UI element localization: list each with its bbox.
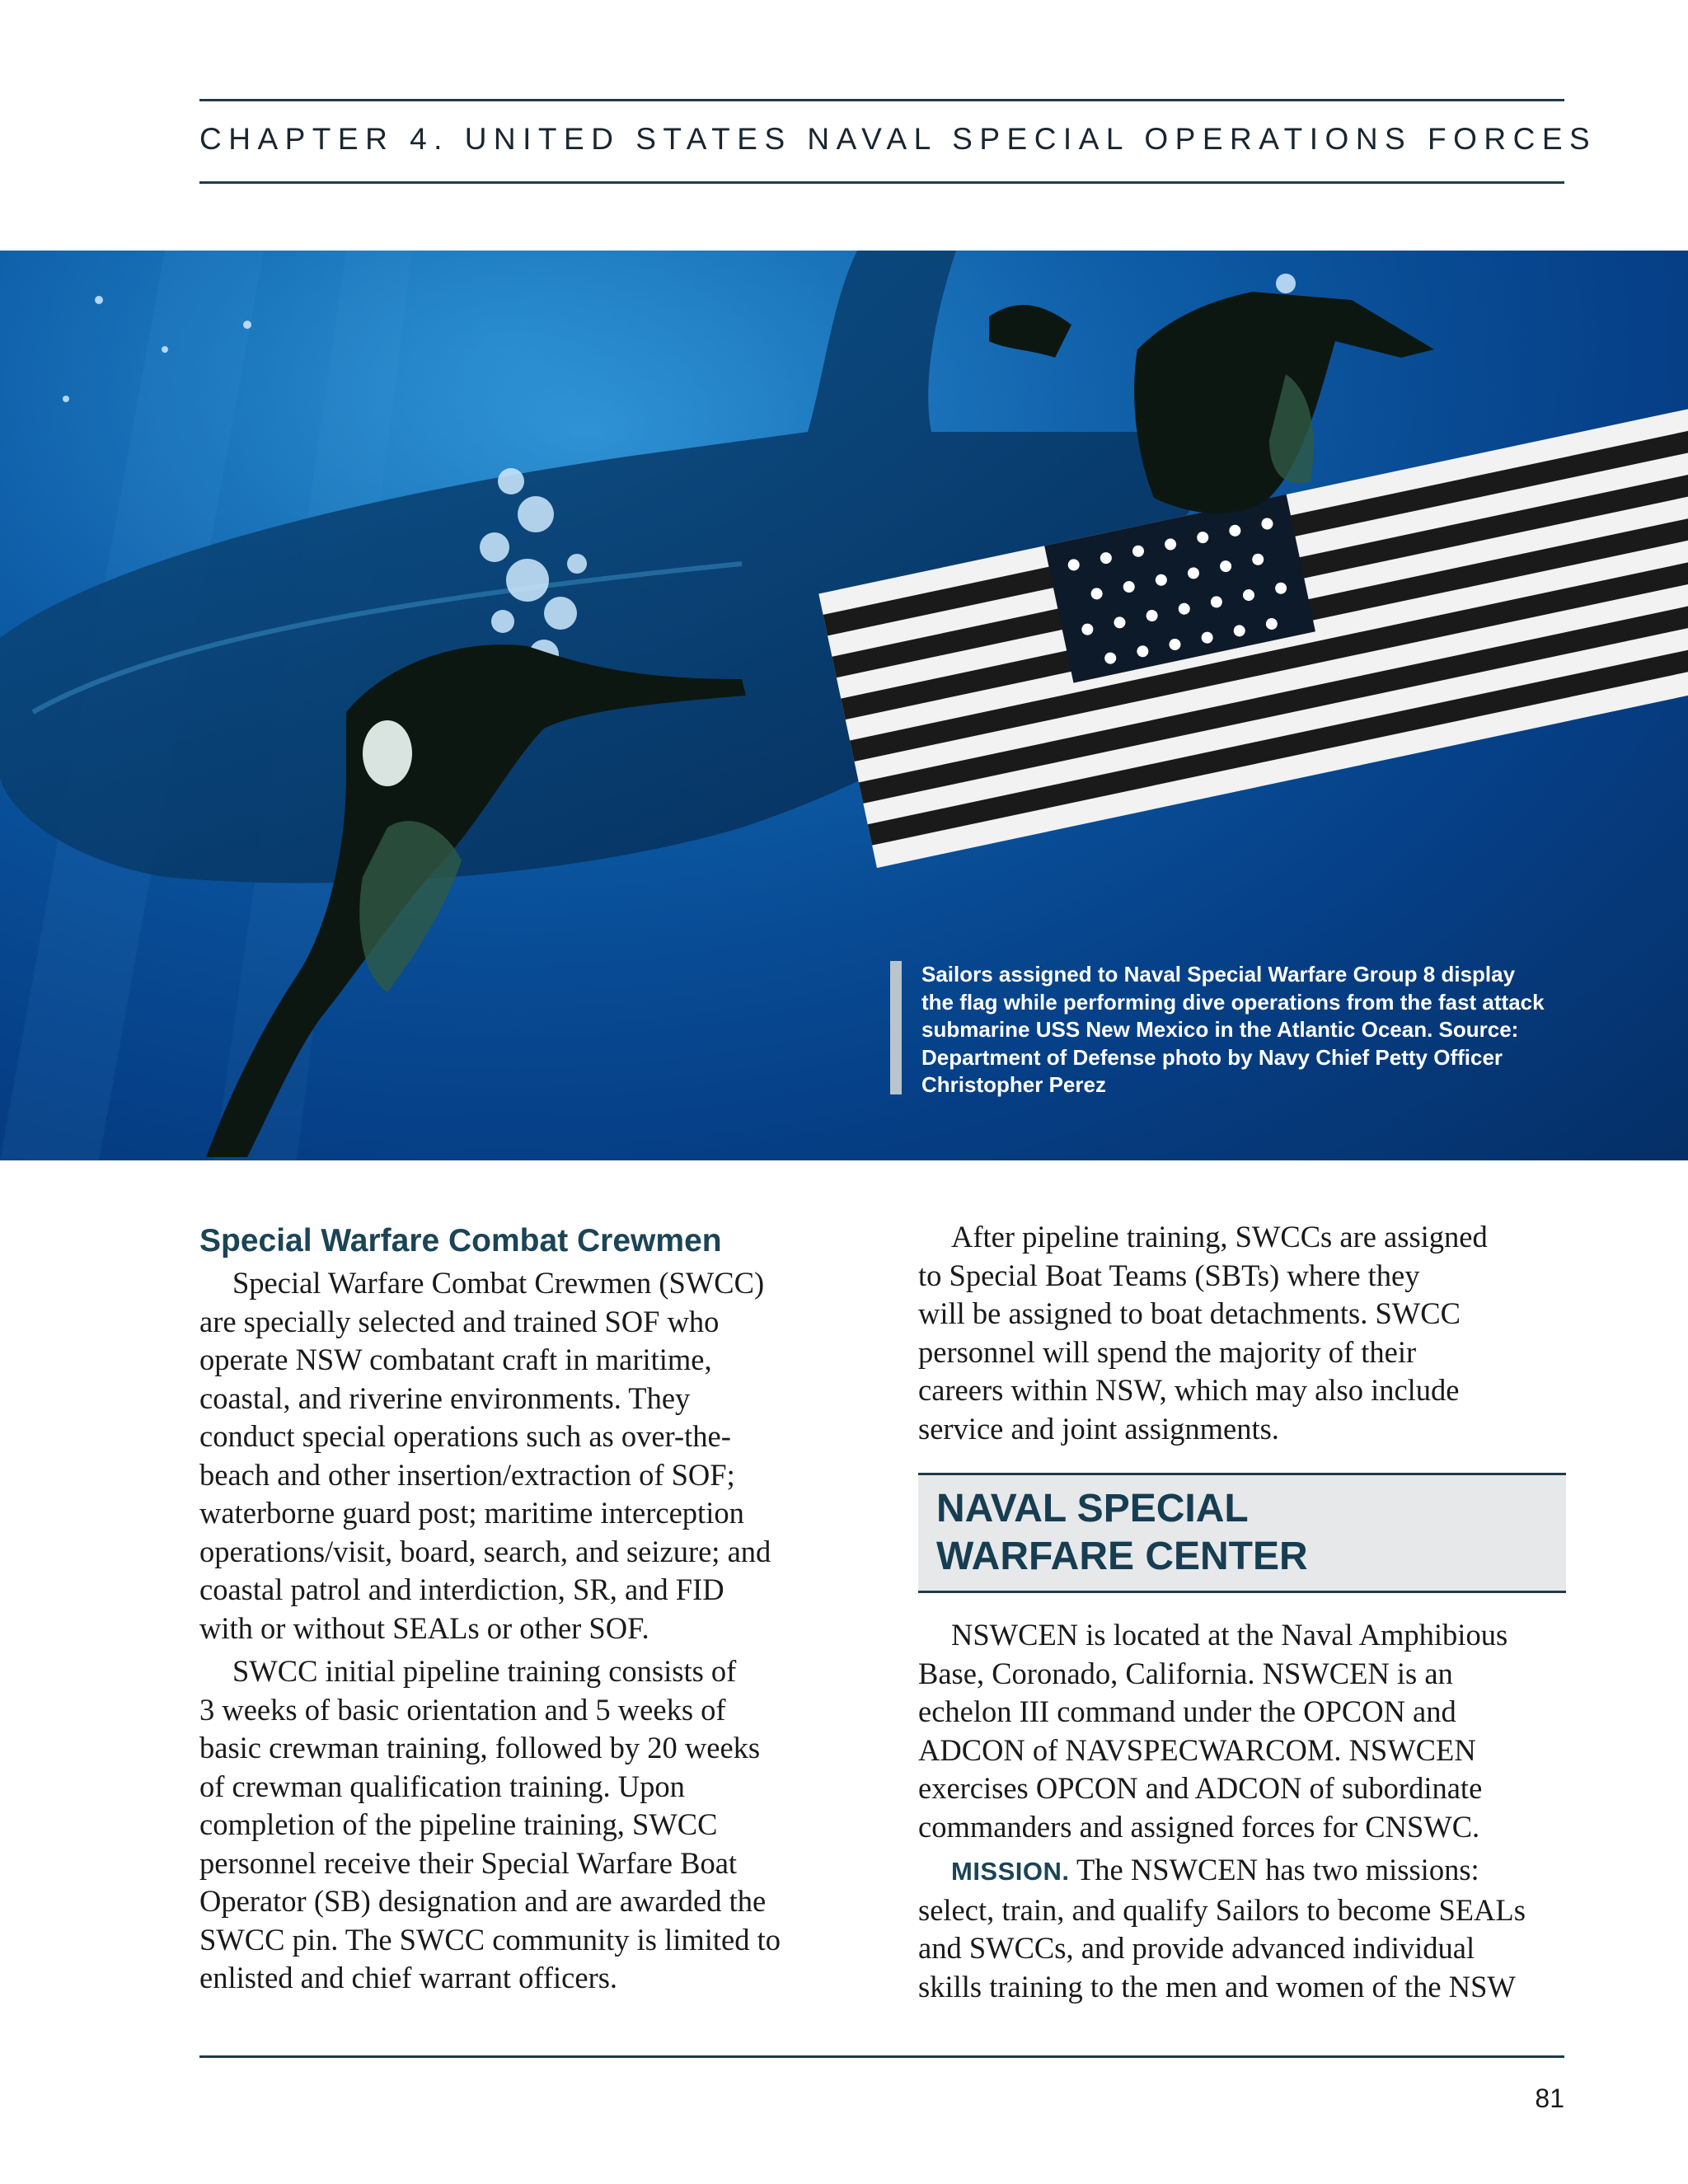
text-line: of crewman qualification training. Upon	[199, 1769, 685, 1803]
text-line: basic crewman training, followed by 20 weeks	[199, 1731, 761, 1765]
swcc-heading: Special Warfare Combat Crewmen	[199, 1223, 722, 1258]
caption-line: Christopher Perez	[921, 1072, 1106, 1097]
mission-lead: MISSION.	[951, 1857, 1070, 1886]
text-line: are specially selected and trained SOF who	[199, 1304, 720, 1338]
section-title-line: WARFARE CENTER	[936, 1535, 1308, 1578]
text-line: waterborne guard post; maritime interception	[199, 1496, 744, 1530]
text-line: exercises OPCON and ADCON of subordinate	[918, 1771, 1483, 1805]
text-line: operate NSW combatant craft in maritime,	[199, 1343, 712, 1376]
section-title-line: NAVAL SPECIAL	[936, 1487, 1249, 1530]
text-line: NSWCEN is located at the Naval Amphibious	[951, 1618, 1508, 1652]
text-line: to Special Boat Teams (SBTs) where they	[918, 1258, 1420, 1292]
swcc-paragraph-1	[199, 1264, 851, 1647]
text-line: SWCC pin. The SWCC community is limited to	[199, 1922, 781, 1957]
text-line: SWCC initial pipeline training consists of	[232, 1654, 737, 1688]
text-line: personnel will spend the majority of their	[918, 1334, 1417, 1369]
chapter-title: CHAPTER 4. UNITED STATES NAVAL SPECIAL OPERATIONS FORCES	[199, 122, 1597, 156]
text-line: skills training to the men and women of the NSW	[918, 1969, 1516, 2004]
text-line: with or without SEALs or other SOF.	[199, 1610, 649, 1645]
text-line: Operator (SB) designation and are awarded the	[199, 1884, 767, 1918]
caption-accent-bar	[890, 961, 902, 1094]
footer-rule	[199, 2055, 1564, 2058]
text-line: Base, Coronado, California. NSWCEN is an	[918, 1656, 1453, 1690]
text-line: conduct special operations such as over-the-	[199, 1419, 731, 1453]
nswcen-section-header	[918, 1473, 1566, 1593]
text-line: echelon III command under the OPCON and	[918, 1694, 1456, 1728]
caption-text	[921, 961, 1573, 1099]
mission-paragraph	[918, 1851, 1566, 2006]
text-line	[918, 1851, 1566, 1891]
caption-line: Sailors assigned to Naval Special Warfare Group 8 display	[921, 962, 1516, 987]
mission-text: The NSWCEN has two missions:	[1069, 1853, 1479, 1886]
caption-line: the flag while performing dive operations from the fast attack	[921, 989, 1545, 1015]
sbt-paragraph	[918, 1218, 1566, 1448]
right-column	[918, 1218, 1566, 2011]
text-line: careers within NSW, which may also include	[918, 1373, 1460, 1407]
caption-line: submarine USS New Mexico in the Atlantic Ocean. Source:	[921, 1017, 1519, 1042]
text-line: select, train, and qualify Sailors to become SEALs	[918, 1892, 1526, 1927]
text-line: and SWCCs, and provide advanced individual	[918, 1931, 1475, 1965]
text-line: service and joint assignments.	[918, 1411, 1279, 1446]
text-line: beach and other insertion/extraction of SOF;	[199, 1457, 735, 1492]
text-line: operations/visit, board, search, and seizure; and	[199, 1534, 771, 1568]
text-line: enlisted and chief warrant officers.	[199, 1961, 618, 1994]
page-number: 81	[1535, 2083, 1564, 2113]
dive-photo	[0, 251, 1688, 1160]
nswcen-paragraph	[918, 1616, 1566, 1846]
text-line: coastal patrol and interdiction, SR, and FID	[199, 1572, 724, 1606]
text-line: commanders and assigned forces for CNSWC.	[918, 1809, 1480, 1844]
text-line: will be assigned to boat detachments. SWCC	[918, 1296, 1461, 1330]
text-line: personnel receive their Special Warfare Boat	[199, 1845, 738, 1880]
left-column	[199, 1218, 851, 2003]
text-line: After pipeline training, SWCCs are assigned	[951, 1220, 1488, 1254]
text-line: ADCON of NAVSPECWARCOM. NSWCEN	[918, 1732, 1476, 1767]
text-line: coastal, and riverine environments. They	[199, 1380, 691, 1415]
header-bottom-rule	[199, 181, 1564, 184]
text-line: 3 weeks of basic orientation and 5 weeks of	[199, 1692, 726, 1727]
text-line: completion of the pipeline training, SWCC	[199, 1807, 718, 1841]
swcc-paragraph-2	[199, 1652, 851, 1998]
text-line: Special Warfare Combat Crewmen (SWCC)	[232, 1266, 765, 1300]
header-top-rule	[199, 99, 1564, 101]
caption-line: Department of Defense photo by Navy Chief Petty Officer	[921, 1044, 1503, 1070]
